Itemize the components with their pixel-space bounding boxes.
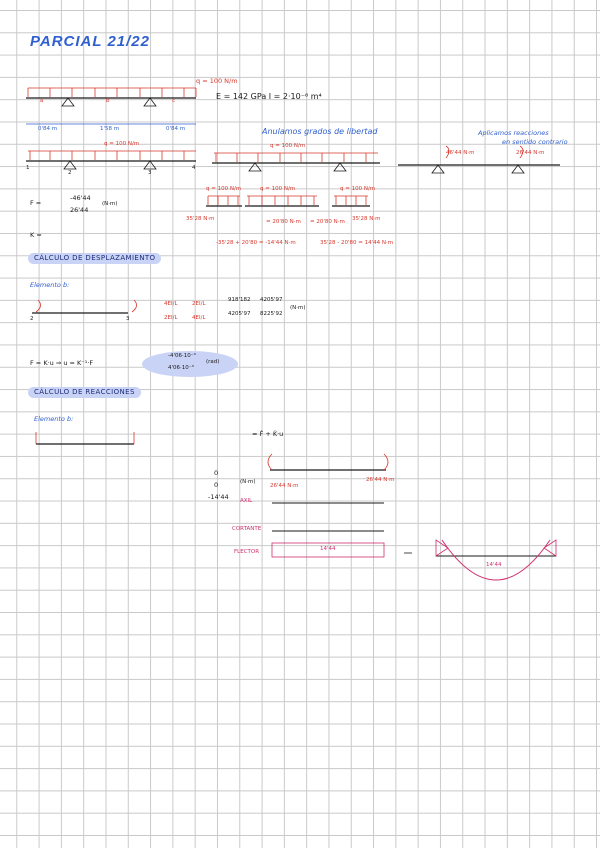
label-axil: AXIL — [240, 498, 253, 504]
beam2-load-label: q = 100 N/m — [104, 141, 140, 147]
beam1-props: E = 142 GPa I = 2·10⁻⁶ m⁴ — [216, 92, 322, 101]
k-sym-22: 4EI/L — [192, 315, 206, 321]
beam1-label-a: a — [40, 98, 44, 104]
reaction-moment-left: 26'44 N·m — [270, 483, 299, 489]
beam4-support-1 — [432, 165, 444, 173]
heading-dof: Anulamos grados de libertad — [262, 127, 378, 136]
k-unit: (N·m) — [290, 305, 306, 311]
elem-node-2: 2 — [30, 316, 34, 322]
beam2-node-4: 4 — [192, 165, 196, 171]
u-unit: (rad) — [206, 359, 220, 365]
beam1-label-c: c — [172, 98, 176, 104]
fixed-m-mid2: = 20'80 N·m — [310, 219, 345, 225]
beam2-node-1: 1 — [26, 165, 30, 171]
beam2-support-1 — [64, 161, 76, 169]
reaction-res-2: 0 — [214, 481, 219, 489]
beam4-moment-a: 46'44 N·m — [446, 150, 475, 156]
fixed-load-a: q = 100 N/m — [206, 186, 242, 192]
final-parabola — [442, 540, 550, 580]
k-num-21: 4205'97 — [228, 311, 251, 317]
beam3-load-label: q = 100 N/m — [270, 143, 306, 149]
elem-node-3: 3 — [126, 316, 130, 322]
f-label: F = — [30, 199, 42, 207]
beam3-support-2 — [334, 163, 346, 171]
beam1-support-2 — [144, 98, 156, 106]
fixed-m-right: 35'28 N·m — [352, 216, 381, 222]
fixed-end-loads — [208, 196, 368, 205]
beam1-span-b: 1'58 m — [100, 126, 120, 132]
u-val-1: -4'06·10⁻³ — [168, 353, 196, 359]
fixed-sum-1: -35'28 + 20'80 = -14'44 N·m — [216, 240, 296, 246]
heading-elemento-1: Elemento b: — [30, 281, 70, 289]
heading-elemento-2: Elemento b: — [34, 415, 74, 423]
flector-value: 14'44 — [320, 546, 336, 552]
beam1-load-label: q = 100 N/m — [196, 77, 238, 85]
beam1-label-b: b — [106, 98, 110, 104]
k-num-11: 918'182 — [228, 297, 251, 303]
beam4-support-2 — [512, 165, 524, 173]
beam3-support-1 — [249, 163, 261, 171]
fixed-m-left: 35'28 N·m — [186, 216, 215, 222]
heading-apply-1: Aplicamos reacciones — [478, 129, 549, 137]
label-flector: FLECTOR — [234, 549, 260, 555]
beam2-load — [28, 151, 196, 160]
reaction-unit: (N·m) — [240, 479, 256, 485]
fixed-sum-2: 35'28 - 20'80 = 14'44 N·m — [320, 240, 394, 246]
beam1-load — [28, 88, 196, 97]
k-sym-11: 4EI/L — [164, 301, 178, 307]
heading-reacciones: CÁLCULO DE REACCIONES — [28, 387, 141, 398]
heading-desplazamiento: CÁLCULO DE DESPLAZAMIENTO — [28, 253, 161, 264]
beam1-span-c: 0'84 m — [166, 126, 186, 132]
fixed-load-c: q = 100 N/m — [340, 186, 376, 192]
beam1-support-1 — [62, 98, 74, 106]
beam2-support-2 — [144, 161, 156, 169]
reaction-res-1: 0 — [214, 469, 219, 477]
k-num-22: 8225'92 — [260, 311, 283, 317]
label-cortante: CORTANTE — [232, 526, 262, 532]
final-value: 14'44 — [486, 562, 502, 568]
k-num-12: 4205'97 — [260, 297, 283, 303]
fixed-m-mid: = 20'80 N·m — [266, 219, 301, 225]
page-title: PARCIAL 21/22 — [30, 33, 150, 50]
u-equation: F = K·u ⇒ u = K⁻¹·F — [30, 359, 94, 367]
f-unit: (N·m) — [102, 201, 118, 207]
heading-apply-2: en sentido contrario — [502, 138, 568, 146]
f-val-1: -46'44 — [70, 194, 91, 202]
k-sym-21: 2EI/L — [164, 315, 178, 321]
reaction-equation: = F̂ + K̂·u — [252, 430, 284, 438]
k-sym-12: 2EI/L — [192, 301, 206, 307]
beam1-span-a: 0'84 m — [38, 126, 58, 132]
reaction-res-3: -14'44 — [208, 493, 229, 501]
f-val-2: 26'44 — [70, 206, 89, 214]
beam3-load — [214, 153, 378, 162]
u-val-2: 4'06·10⁻³ — [168, 365, 194, 371]
k-label: K = — [30, 231, 42, 239]
reaction-moment-right: 26'44 N·m — [366, 477, 395, 483]
beam2-node-2: 2 — [68, 170, 72, 176]
beam4-moment-b: 26'44 N·m — [516, 150, 545, 156]
beam2-node-3: 3 — [148, 170, 152, 176]
fixed-load-b: q = 100 N/m — [260, 186, 296, 192]
